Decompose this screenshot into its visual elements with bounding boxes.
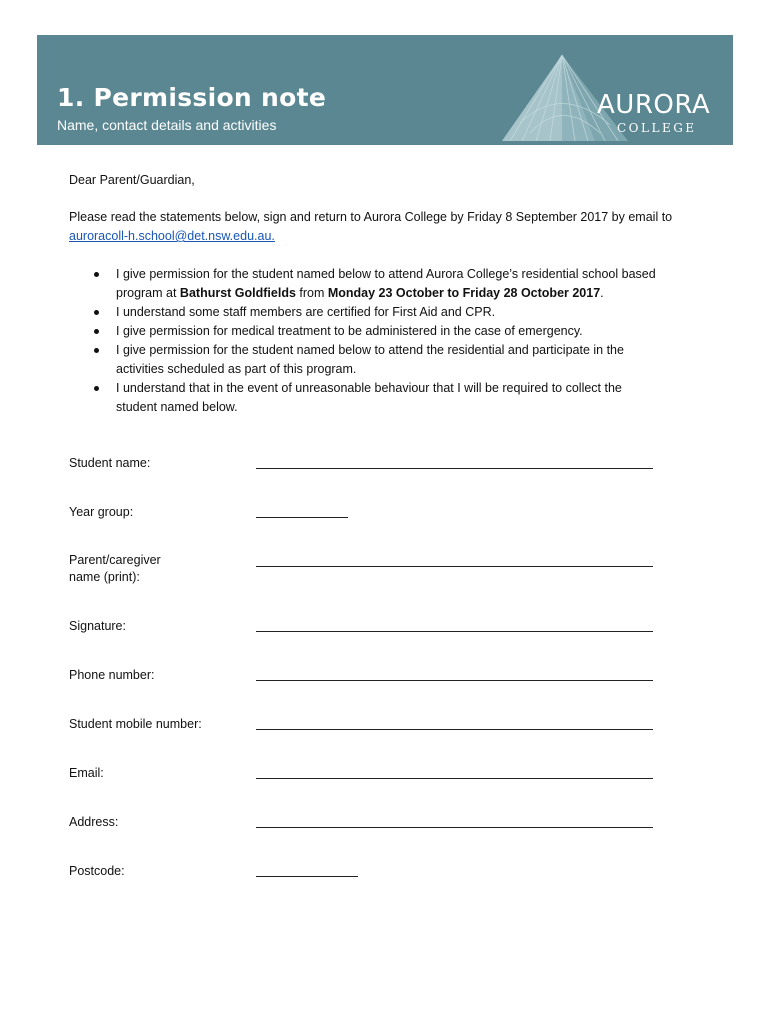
page-subtitle: Name, contact details and activities bbox=[57, 117, 277, 133]
list-item bbox=[92, 379, 692, 417]
student-mobile-label: Student mobile number: bbox=[69, 717, 202, 731]
page-title: 1. Permission note bbox=[57, 83, 327, 112]
email-field[interactable] bbox=[256, 778, 653, 779]
year-group-field[interactable] bbox=[256, 517, 348, 518]
statement-text: I understand that in the event of unreasonable behaviour that I will be required to collect the bbox=[116, 381, 622, 395]
statement-text: I understand some staff members are certified for First Aid and CPR. bbox=[116, 305, 496, 319]
statement-text: . bbox=[600, 286, 604, 300]
statement-text: I give permission for the student named below to attend the residential and participate in the bbox=[116, 343, 624, 357]
parent-name-field[interactable] bbox=[256, 566, 653, 567]
phone-field[interactable] bbox=[256, 680, 653, 681]
intro-text: Please read the statements below, sign and return to Aurora College by Friday 8 September 2017 by email to bbox=[69, 210, 673, 224]
email-label: Email: bbox=[69, 766, 104, 780]
statement-text: program at bbox=[116, 286, 180, 300]
header-banner bbox=[37, 35, 733, 145]
logo-wordmark: AURORA bbox=[597, 90, 711, 120]
list-item bbox=[92, 303, 692, 322]
postcode-field[interactable] bbox=[256, 876, 358, 877]
list-item bbox=[92, 341, 692, 379]
email-link[interactable]: auroracoll-h.school@det.nsw.edu.au. bbox=[69, 229, 275, 243]
phone-label: Phone number: bbox=[69, 668, 155, 682]
parent-name-label-line1: Parent/caregiver bbox=[69, 553, 161, 567]
address-label: Address: bbox=[69, 815, 119, 829]
list-item bbox=[92, 265, 692, 303]
statement-text: activities scheduled as part of this program. bbox=[116, 362, 357, 376]
student-name-label: Student name: bbox=[69, 456, 151, 470]
list-item bbox=[92, 322, 692, 341]
statement-text: student named below. bbox=[116, 400, 238, 414]
permission-statements bbox=[92, 265, 692, 417]
signature-field[interactable] bbox=[256, 631, 653, 632]
venue-name: Bathurst Goldfields bbox=[179, 286, 296, 300]
year-group-label: Year group: bbox=[69, 505, 134, 519]
postcode-label: Postcode: bbox=[69, 864, 125, 878]
signature-label: Signature: bbox=[69, 619, 126, 633]
parent-name-label-line2: name (print): bbox=[69, 570, 140, 584]
student-name-field[interactable] bbox=[256, 468, 653, 469]
statement-text: from bbox=[295, 286, 328, 300]
address-field[interactable] bbox=[256, 827, 653, 828]
logo-subtext: COLLEGE bbox=[617, 121, 697, 135]
student-mobile-field[interactable] bbox=[256, 729, 653, 730]
statement-text: I give permission for the student named below to attend Aurora College’s residential school based bbox=[116, 267, 656, 281]
greeting: Dear Parent/Guardian, bbox=[69, 173, 195, 187]
statement-text: I give permission for medical treatment to be administered in the case of emergency. bbox=[116, 324, 583, 338]
program-dates: Monday 23 October to Friday 28 October 2017 bbox=[327, 286, 601, 300]
parent-name-label bbox=[69, 552, 161, 586]
